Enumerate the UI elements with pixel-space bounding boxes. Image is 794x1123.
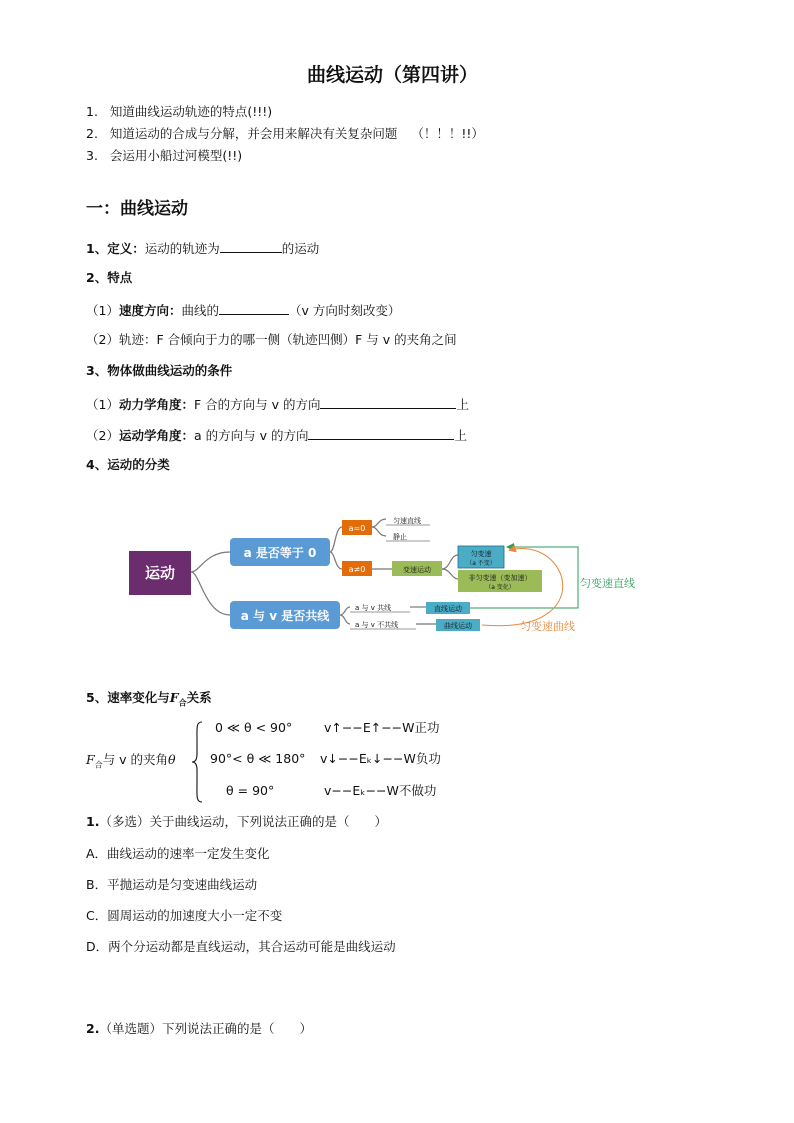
goal-1 bbox=[86, 104, 272, 120]
uniform-line-label: 匀速直线 bbox=[393, 517, 421, 525]
goal-3-text: 会运用小船过河模型(!!) bbox=[109, 148, 243, 163]
straight-motion-label: 直线运动 bbox=[434, 605, 462, 613]
rate-row-1-cond: 0 ≪ θ < 90° bbox=[215, 720, 293, 735]
rate-left bbox=[86, 752, 176, 774]
label-uniform-curve: 匀变速曲线 bbox=[520, 620, 575, 633]
q1-option-d: D．两个分运动都是直线运动，其合运动可能是曲线运动 bbox=[86, 939, 396, 954]
root-label: 运动 bbox=[144, 564, 176, 582]
cond1-text: F 合的方向与 v 的方向 bbox=[193, 397, 321, 412]
rate-row-3-cond: θ = 90° bbox=[226, 783, 275, 798]
goal-2-text: 知道运动的合成与分解，并会用来解决有关复杂问题 bbox=[109, 126, 398, 141]
condition-1 bbox=[86, 395, 469, 413]
variable-label: 变速运动 bbox=[403, 566, 431, 574]
rest-label: 静止 bbox=[393, 533, 407, 541]
goal-2 bbox=[86, 126, 484, 142]
uniform-var-label: 匀变速 bbox=[470, 550, 492, 558]
rate-label-sub: 合 bbox=[178, 698, 187, 708]
q1-option-c: C．圆周运动的加速度大小一定不变 bbox=[86, 908, 283, 923]
cond1-label: 动力学角度： bbox=[118, 397, 194, 412]
rate-row-3-result: v−−Eₖ−−W不做功 bbox=[324, 783, 437, 798]
nonuniform-var-label: 非匀变速（变加速） bbox=[468, 574, 532, 582]
definition-after: 的运动 bbox=[281, 241, 320, 256]
a-eq-0-label: a=0 bbox=[348, 524, 366, 533]
speed-after: （v 方向时刻改变） bbox=[288, 303, 401, 318]
rate-label-text: 5、速率变化与 bbox=[86, 690, 170, 705]
rate-left-text: 与 v 的夹角 bbox=[102, 752, 169, 767]
goal-1-num: 1. bbox=[86, 104, 98, 119]
not-collinear-label: a 与 v 不共线 bbox=[355, 621, 399, 629]
blank-2 bbox=[219, 301, 289, 315]
rate-label-after: 关系 bbox=[186, 690, 212, 705]
question-2-stem bbox=[86, 1021, 312, 1037]
blank-1 bbox=[220, 239, 282, 253]
feature-speed bbox=[86, 301, 400, 319]
feature-label: 2、特点 bbox=[86, 270, 133, 285]
question-1-stem bbox=[86, 814, 387, 830]
label-uniform-straight: 匀变速直线 bbox=[580, 577, 635, 590]
q2-stem: 下列说法正确的是（ ） bbox=[161, 1021, 312, 1036]
nonuniform-var-sub: （a 变化） bbox=[485, 584, 515, 591]
goal-3 bbox=[86, 148, 242, 164]
cond1-after: 上 bbox=[456, 397, 469, 412]
speed-prefix: （1） bbox=[86, 303, 119, 318]
page-title: 曲线运动（第四讲） bbox=[307, 64, 479, 86]
rate-left-theta: θ bbox=[168, 752, 176, 767]
q1-type: （多选） bbox=[99, 814, 150, 829]
rate-left-sub: 合 bbox=[94, 760, 103, 770]
rate-row-1-result: v↑−−E↑−−W正功 bbox=[324, 720, 440, 735]
speed-label: 速度方向： bbox=[118, 303, 182, 318]
speed-before: 曲线的 bbox=[181, 303, 219, 318]
section-heading: 一：曲线运动 bbox=[86, 199, 188, 219]
q1-option-a: A．曲线运动的速率一定发生变化 bbox=[86, 846, 270, 861]
q2-label: a 与 v 是否共线 bbox=[240, 609, 330, 623]
q2-type: （单选题） bbox=[99, 1021, 162, 1036]
curve-motion-label: 曲线运动 bbox=[444, 622, 472, 630]
rate-label bbox=[86, 690, 212, 712]
blank-4 bbox=[308, 426, 454, 440]
q1-num: 1. bbox=[86, 814, 100, 829]
q1-option-b: B．平抛运动是匀变速曲线运动 bbox=[86, 877, 258, 892]
q2-num: 2. bbox=[86, 1021, 100, 1036]
goal-3-num: 3. bbox=[86, 148, 98, 163]
q1-label: a 是否等于 0 bbox=[243, 546, 317, 560]
cond2-text: a 的方向与 v 的方向 bbox=[193, 428, 309, 443]
uniform-var-sub: （a 不变） bbox=[466, 560, 496, 567]
definition-before: 运动的轨迹为 bbox=[144, 241, 220, 256]
definition-label: 1、定义： bbox=[86, 241, 145, 256]
rate-left-F: F bbox=[86, 752, 95, 767]
collinear-label: a 与 v 共线 bbox=[355, 604, 392, 612]
blank-3 bbox=[320, 395, 456, 409]
track-text: 轨迹：F 合倾向于力的哪一侧（轨迹凹侧）F 与 v 的夹角之间 bbox=[118, 332, 457, 347]
feature-track bbox=[86, 332, 457, 348]
condition-label: 3、物体做曲线运动的条件 bbox=[86, 363, 233, 378]
rate-row-2-cond: 90°< θ ≪ 180° bbox=[210, 751, 306, 766]
goal-1-text: 知道曲线运动轨迹的特点(!!!) bbox=[109, 104, 273, 119]
definition bbox=[86, 239, 319, 257]
q1-stem: 关于曲线运动，下列说法正确的是（ ） bbox=[149, 814, 387, 829]
cond2-after: 上 bbox=[454, 428, 467, 443]
cond1-prefix: （1） bbox=[86, 397, 119, 412]
goal-2-num: 2. bbox=[86, 126, 98, 141]
rate-label-F: F bbox=[169, 690, 179, 705]
classification-label: 4、运动的分类 bbox=[86, 457, 170, 472]
rate-row-2-result: v↓−−Eₖ↓−−W负功 bbox=[320, 751, 441, 766]
goal-2-stars: （！！！!!） bbox=[411, 126, 484, 141]
track-prefix: （2） bbox=[86, 332, 119, 347]
a-ne-0-label: a≠0 bbox=[348, 565, 366, 574]
cond2-prefix: （2） bbox=[86, 428, 119, 443]
motion-classification-diagram bbox=[0, 495, 794, 655]
left-brace bbox=[190, 720, 204, 804]
condition-2 bbox=[86, 426, 467, 444]
cond2-label: 运动学角度： bbox=[118, 428, 194, 443]
